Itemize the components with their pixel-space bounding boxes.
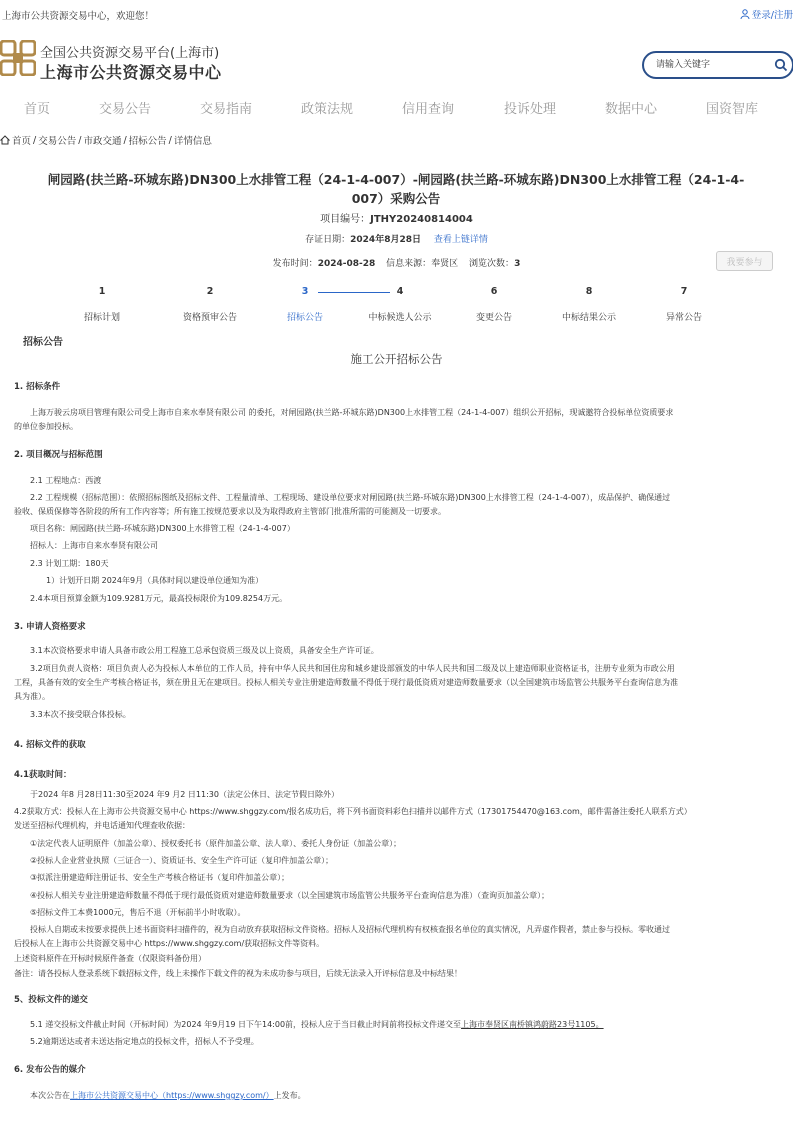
- nav-item-think-tank[interactable]: 国资智库: [706, 102, 759, 117]
- breadcrumb-announcements[interactable]: 交易公告: [38, 136, 77, 147]
- para-3-2c: 具为准）。: [14, 692, 50, 701]
- heading-6: 6. 发布公告的媒介: [14, 1065, 86, 1075]
- nav-item-credit[interactable]: 信用查询: [402, 102, 455, 117]
- heading-3: 3. 申请人资格要求: [14, 622, 86, 632]
- step-tender[interactable]: 3 招标公告: [286, 286, 323, 323]
- para-2-2b: 验收、保质保修等各阶段的所有工作内容等；所有施工按规范要求以及为取得政府主管部门批准所需的可能测及一切要求。: [14, 507, 446, 516]
- publish-date: 2024-08-28: [317, 259, 376, 269]
- para-4-2a: 4.2获取方式：投标人在上海市公共资源交易中心 https://www.shggzy.com/报名成功后，将下列书面资料彩色扫描并以邮件方式（17301754470@163.com，邮件需备注委托人联系方式）: [14, 807, 692, 816]
- para-2-3a: 1）计划开日期 2024年9月（具体时间以建设单位通知为准）: [46, 576, 264, 585]
- nav-item-announcements[interactable]: 交易公告: [99, 102, 152, 117]
- para-4-item3: ③拟派注册建造师注册证书、安全生产考核合格证书（复印件加盖公章）；: [30, 873, 290, 882]
- breadcrumb: 首页 / 交易公告 / 市政交通 / 招标公告 / 详情信息: [0, 133, 212, 147]
- login-link[interactable]: [740, 7, 793, 21]
- logo-icon: [0, 40, 36, 76]
- notice-meta: 发布时间：2024-08-28 信息来源：奉贤区 浏览次数：3: [272, 259, 521, 269]
- home-icon: [0, 135, 10, 145]
- platform-name: 全国公共资源交易平台(上海市): [40, 46, 220, 61]
- top-bar: [0, 0, 793, 28]
- nav-item-policy[interactable]: 政策法规: [301, 102, 354, 117]
- deposit-info: 存证日期：2024年8月28日 查看上链详情: [305, 235, 488, 245]
- shggzy-link[interactable]: 上海市公共资源交易中心（https://www.shggzy.com/）: [70, 1091, 274, 1100]
- para-4-4: 上述资料原件在开标时候原件备查（仅限资料备份用）: [14, 954, 206, 963]
- search-icon[interactable]: [774, 58, 788, 72]
- notice-title: 闸园路(扶兰路-环城东路)DN300上水排管工程（24-1-4-007）-闸园路(扶兰路-环城东路)DN300上水排管工程（24-1-4-007）采购公告: [47, 172, 745, 206]
- para-5-2: 5.2逾期送达或者未送达指定地点的投标文件，招标人不予受理。: [30, 1037, 259, 1046]
- breadcrumb-municipal[interactable]: 市政交通: [83, 136, 122, 147]
- para-2-3: 2.3 计划工期：180天: [30, 559, 109, 568]
- step-result[interactable]: 8 中标结果公示: [561, 286, 616, 323]
- heading-1: 1. 招标条件: [14, 382, 61, 392]
- view-count: 3: [514, 259, 521, 269]
- heading-2: 2. 项目概况与招标范围: [14, 450, 103, 460]
- step-plan[interactable]: 1 招标计划: [83, 286, 120, 323]
- section-title: 招标公告: [23, 337, 63, 348]
- nav-item-data[interactable]: 数据中心: [605, 102, 658, 117]
- nav-item-guide[interactable]: 交易指南: [200, 102, 253, 117]
- para-4-item1: ①法定代表人证明原件（加盖公章）、授权委托书（原件加盖公章、法人章）、委托人身份证（加盖公章）；: [30, 839, 402, 848]
- main-nav: [0, 92, 793, 120]
- step-change[interactable]: 6 变更公告: [475, 286, 512, 323]
- para-4-3b: 后投标人在上海市公共资源交易中心 https://www.shggzy.com/获取招标文件等资料。: [14, 939, 325, 948]
- process-steps: [0, 286, 793, 326]
- para-2-4: 2.4本项目预算金额为109.9281万元，最高投标限价为109.8254万元。: [30, 594, 288, 603]
- para-4-item5: ⑤招标文件工本费1000元，售后不退（开标前半小时收取）。: [30, 908, 246, 917]
- para-1a: 上海万骏云房项目管理有限公司受上海市自来水奉贤有限公司 的委托，对闸园路(扶兰路-环城东路)DN300上水排管工程（24-1-4-007）组织公开招标，现诚邀符合投标单位资质要求: [30, 408, 674, 417]
- para-4-1: 4.1获取时间：: [14, 770, 72, 780]
- step-abnormal[interactable]: 7 异常公告: [665, 286, 702, 323]
- search-input[interactable]: [656, 57, 766, 73]
- breadcrumb-home[interactable]: 首页: [12, 136, 32, 147]
- para-3-3: 3.3本次不接受联合体投标。: [30, 710, 131, 719]
- para-2-1: 2.1 工程地点：西渡: [30, 476, 102, 485]
- project-number: 项目编号：JTHY20240814004: [320, 214, 473, 225]
- login-label[interactable]: 登录/注册: [751, 10, 793, 21]
- breadcrumb-current: 详情信息: [173, 136, 212, 147]
- para-4-2b: 发送至招标代理机构，并电话通知代理查收依据：: [14, 821, 190, 830]
- chain-detail-link[interactable]: 查看上链详情: [433, 235, 488, 245]
- para-3-2b: 工程，具备有效的安全生产考核合格证书，须在册且无在建项目。投标人相关专业注册建造师数量不得低于现行最低资质对建造师数量要求（以全国建筑市场监管公共服务平台查询信息为准: [14, 678, 678, 687]
- para-4-5: 备注：请各投标人登录系统下载招标文件，线上未操作下载文件的视为未成功参与项目，后续无法录入开评标信息及中标结果！: [14, 969, 462, 978]
- heading-4: 4. 招标文件的获取: [14, 740, 86, 750]
- user-icon: [740, 9, 750, 19]
- para-5-1: 5.1 递交投标文件截止时间（开标时间）为2024 年9月19 日下午14:00前，投标人应于当日截止时间前将投标文件递交至上海市奉贤区南桥镇鸿蔚路23号1105。: [30, 1020, 604, 1029]
- step-prequal[interactable]: 2 资格预审公告: [182, 286, 237, 323]
- site-header: [0, 38, 793, 84]
- para-2-owner: 招标人：上海市自来水奉贤有限公司: [30, 541, 158, 550]
- nav-item-home[interactable]: 首页: [24, 102, 51, 117]
- submission-address: 上海市奉贤区南桥镇鸿蔚路23号1105。: [461, 1020, 604, 1029]
- para-4-item2: ②投标人企业营业执照（三证合一）、资质证书、安全生产许可证（复印件加盖公章）；: [30, 856, 334, 865]
- para-3-1: 3.1本次资格要求申请人具备市政公用工程施工总承包资质三级及以上资质，具备安全生产许可证。: [30, 646, 379, 655]
- nav-item-complaint[interactable]: 投诉处理: [504, 102, 557, 117]
- info-source: 奉贤区: [431, 259, 459, 269]
- para-2-2a: 2.2 工程规模（招标范围）：依照招标图纸及招标文件、工程量清单、工程现场、建设单位要求对闸园路(扶兰路-环城东路)DN300上水排管工程（24-1-4-007），成品保护、确保通过: [30, 493, 671, 502]
- para-2-name: 项目名称：闸园路(扶兰路-环城东路)DN300上水排管工程（24-1-4-007）: [30, 524, 295, 533]
- para-1b: 的单位参加投标。: [14, 422, 78, 431]
- deposit-date: 2024年8月28日: [350, 235, 421, 245]
- search-box: [642, 51, 793, 79]
- para-4-item4: ④投标人相关专业注册建造师数量不得低于现行最低资质对建造师数量要求（以全国建筑市场监管公共服务平台查询信息为准）（查询页加盖公章）；: [30, 891, 550, 900]
- heading-5: 5、投标文件的递交: [14, 995, 88, 1005]
- join-button[interactable]: 我要参与: [716, 251, 773, 271]
- center-name: 上海市公共资源交易中心: [40, 63, 222, 82]
- project-number-value: JTHY20240814004: [370, 214, 473, 225]
- para-6: 本次公告在上海市公共资源交易中心（https://www.shggzy.com/）上发布。: [30, 1091, 306, 1100]
- breadcrumb-tender[interactable]: 招标公告: [128, 136, 167, 147]
- step-candidates[interactable]: 4 中标候选人公示: [368, 286, 432, 323]
- welcome-text: 上海市公共资源交易中心，欢迎您！: [2, 11, 155, 22]
- para-4-1a: 于2024 年8 月28日11:30至2024 年9 月2 日11:30（法定公休日、法定节假日除外）: [30, 790, 339, 799]
- document-title: 施工公开招标公告: [350, 352, 443, 366]
- para-4-3a: 投标人自期或未按要求提供上述书面资料扫描件的，视为自动放弃获取招标文件资格。招标人及招标代理机构有权核查报名单位的真实情况，凡弄虚作假者，禁止参与投标。零收通过: [30, 925, 670, 934]
- para-3-2a: 3.2项目负责人资格：项目负责人必为投标人本单位的工作人员，持有中华人民共和国住房和城乡建设部颁发的中华人民共和国二级及以上建造师职业资格证书，注册专业须为市政公用: [30, 664, 675, 673]
